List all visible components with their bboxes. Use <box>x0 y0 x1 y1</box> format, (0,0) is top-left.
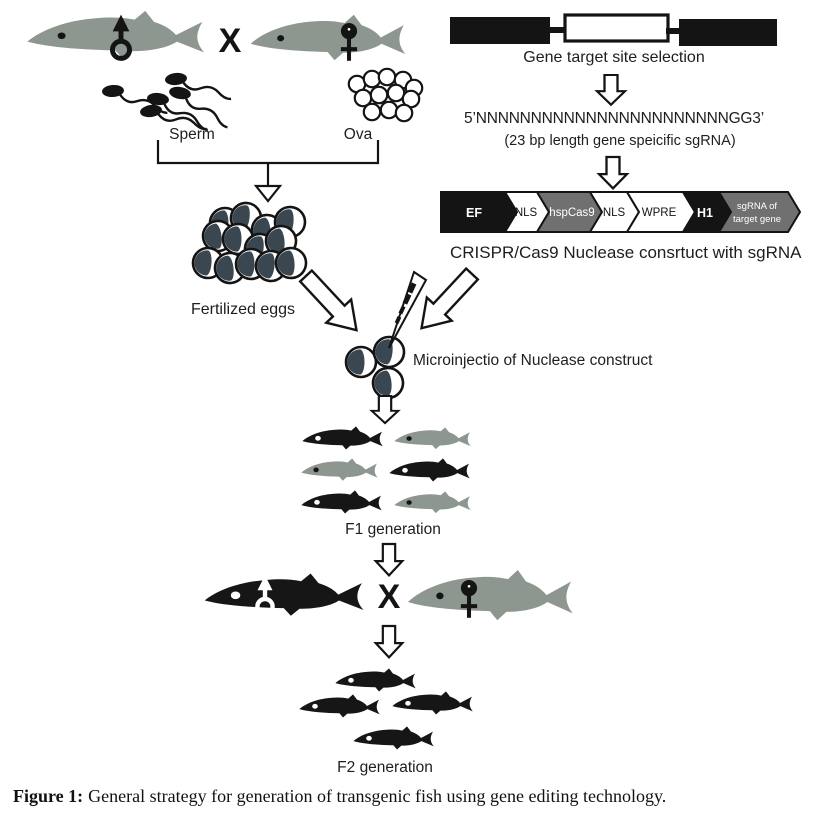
injection-arrow-left-icon <box>294 264 369 341</box>
f2-fish-black <box>392 691 472 714</box>
f1-fish-black <box>302 426 382 449</box>
f1-generation-fish <box>301 426 470 513</box>
f1-fish-gray <box>301 458 377 480</box>
merge-bracket <box>158 140 378 201</box>
f1-cross-female-fish <box>408 570 573 620</box>
gene-target-label: Gene target site selection <box>523 49 705 66</box>
construct-label-sgrna-line1: sgRNA of <box>736 201 778 212</box>
f2-fish-black <box>335 668 415 691</box>
construct-label-nls1: NLS <box>514 207 538 219</box>
construct-label-ef: EF <box>466 206 482 220</box>
f2-generation-label: F2 generation <box>337 759 433 776</box>
f2-generation-fish <box>299 668 472 749</box>
ova-label: Ova <box>343 126 373 143</box>
fertilized-eggs-label: Fertilized eggs <box>190 301 296 318</box>
f1-fish-gray <box>394 491 470 513</box>
construct-block-sgrna <box>719 192 800 232</box>
gene-target-bar <box>450 15 777 46</box>
f2-fish-black <box>353 726 433 749</box>
f1-fish-gray <box>394 427 470 449</box>
f1-cross-symbol: X <box>377 578 401 616</box>
down-arrow-icon <box>376 626 403 657</box>
microinjection-label: Microinjectio of Nuclease construct <box>413 352 653 369</box>
f1-cross-male-fish <box>205 574 364 616</box>
construct-label-nls2: NLS <box>602 207 626 219</box>
parent-female-fish <box>251 15 406 61</box>
construct-label-hspcas9: hspCas9 <box>549 207 595 219</box>
parent-cross-symbol: X <box>218 22 242 60</box>
sgrna-sequence: 5’NNNNNNNNNNNNNNNNNNNNNNNGG3’ <box>464 110 764 127</box>
figure-caption-text: General strategy for generation of transgenic fish using gene editing technology. <box>88 786 667 806</box>
f1-generation-label: F1 generation <box>345 521 441 538</box>
down-arrow-icon <box>597 75 625 105</box>
f2-fish-black <box>299 694 379 717</box>
sperm-label: Sperm <box>169 126 215 143</box>
construct-label-h1: H1 <box>697 206 713 220</box>
ova-cluster <box>349 69 422 121</box>
microinjection-eggs <box>346 336 405 400</box>
down-arrow-icon <box>372 396 399 423</box>
parent-male-fish <box>27 11 204 59</box>
down-arrow-icon <box>376 544 403 575</box>
figure-caption <box>13 786 666 807</box>
construct-label-wpre: WPRE <box>641 207 677 219</box>
construct-caption: CRISPR/Cas9 Nuclease consrtuct with sgRNA <box>450 243 802 262</box>
f1-fish-black <box>389 458 469 481</box>
f1-fish-black <box>301 490 381 513</box>
sgrna-note: (23 bp length gene speicific sgRNA) <box>504 133 736 149</box>
sperm-cluster <box>99 68 236 131</box>
injection-arrow-right-icon <box>409 262 484 339</box>
construct-label-sgrna-line2: target gene <box>732 214 782 225</box>
down-arrow-icon <box>599 157 627 188</box>
figure-caption-label: Figure 1: <box>13 786 84 806</box>
fertilized-eggs-cluster <box>192 201 307 285</box>
microinjection-needle-icon <box>389 272 426 348</box>
